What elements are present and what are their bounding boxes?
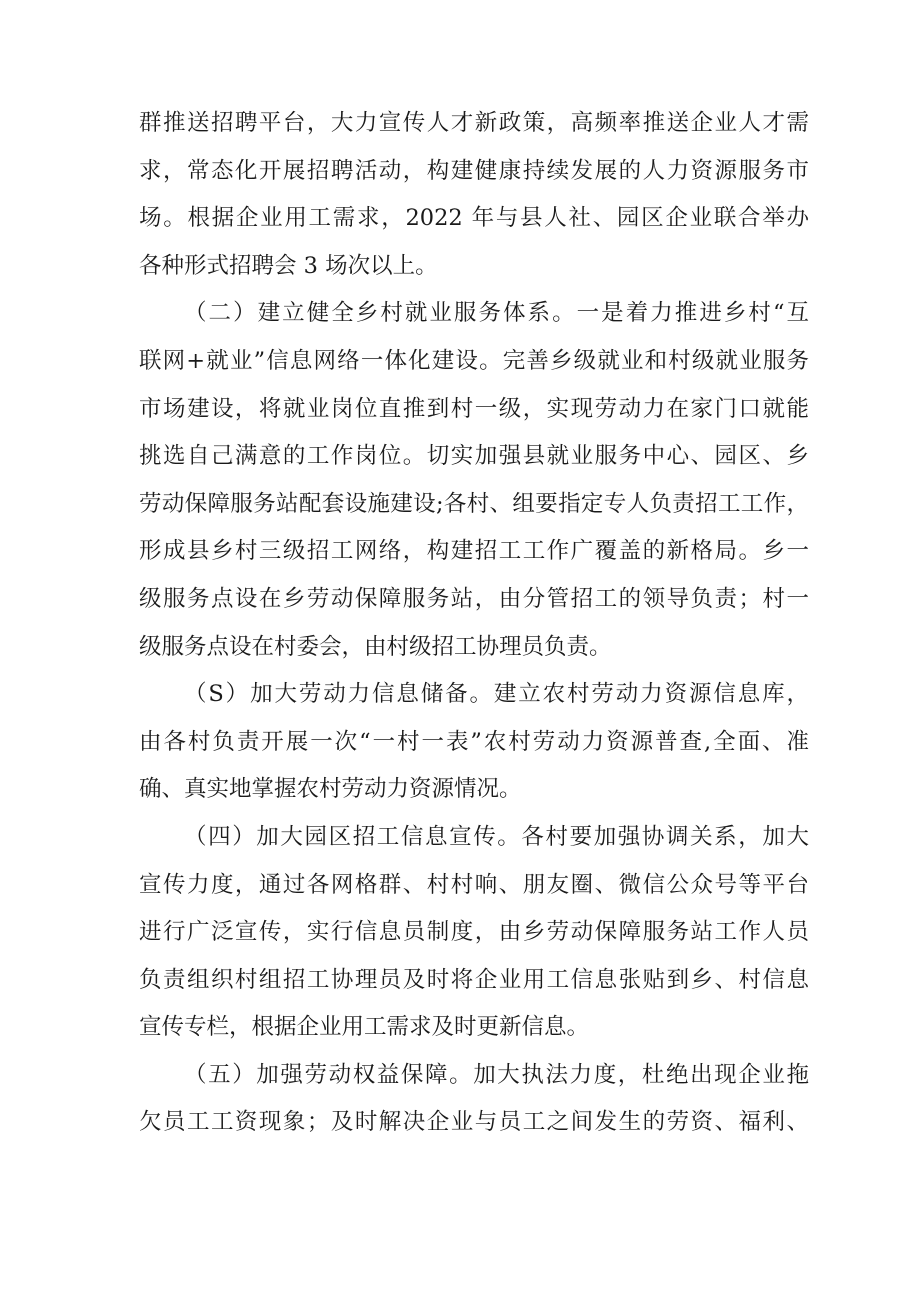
text-line: 进行广泛宣传，实行信息员制度，由乡劳动保障服务站工作人员 xyxy=(139,919,809,946)
paragraph-heading-line: （五）加强劳动权益保障。加大执法力度，杜绝出现企业拖 xyxy=(184,1061,809,1088)
text-line: 欠员工工资现象；及时解决企业与员工之间发生的劳资、福利、 xyxy=(139,1109,809,1136)
text-line: 求，常态化开展招聘活动，构建健康持续发展的人力资源服务市 xyxy=(139,157,809,184)
text-line: 挑选自己满意的工作岗位。切实加强县就业服务中心、园区、乡 xyxy=(139,443,809,470)
text-line: 劳动保障服务站配套设施建设;各村、组要指定专人负责招工工作， xyxy=(139,490,809,517)
text-line: 宣传专栏，根据企业用工需求及时更新信息。 xyxy=(139,1014,590,1041)
text-line: 级服务点设在村委会，由村级招工协理员负责。 xyxy=(139,633,612,660)
text-line: 负责组织村组招工协理员及时将企业用工信息张贴到乡、村信息 xyxy=(139,966,809,993)
text-line: 由各村负责开展一次“一村一表”农村劳动力资源普查,全面、准 xyxy=(139,728,809,755)
text-line: 各种形式招聘会 3 场次以上。 xyxy=(139,252,438,279)
text-line: 级服务点设在乡劳动保障服务站，由分管招工的领导负责；村一 xyxy=(139,585,809,612)
paragraph-heading-line: （四）加大园区招工信息宣传。各村要加强协调关系，加大 xyxy=(184,823,809,850)
body-text xyxy=(139,100,809,1147)
text-line: 群推送招聘平台，大力宣传人才新政策，高频率推送企业人才需 xyxy=(139,110,809,136)
text-line: 联网+就业”信息网络一体化建设。完善乡级就业和村级就业服务 xyxy=(139,347,809,374)
paragraph-heading-line: （二）建立健全乡村就业服务体系。一是着力推进乡村“互 xyxy=(184,300,809,327)
text-line: 形成县乡村三级招工网络，构建招工工作广覆盖的新格局。乡一 xyxy=(139,538,809,565)
paragraph-heading-line: （S）加大劳动力信息储备。建立农村劳动力资源信息库， xyxy=(184,681,809,708)
text-line: 场。根据企业用工需求，2022 年与县人社、园区企业联合举办 xyxy=(139,205,809,232)
text-line: 确、真实地掌握农村劳动力资源情况。 xyxy=(139,776,522,803)
text-line: 宣传力度，通过各网格群、村村响、朋友圈、微信公众号等平台 xyxy=(139,871,809,898)
text-line: 市场建设，将就业岗位直推到村一级，实现劳动力在家门口就能 xyxy=(139,395,809,422)
